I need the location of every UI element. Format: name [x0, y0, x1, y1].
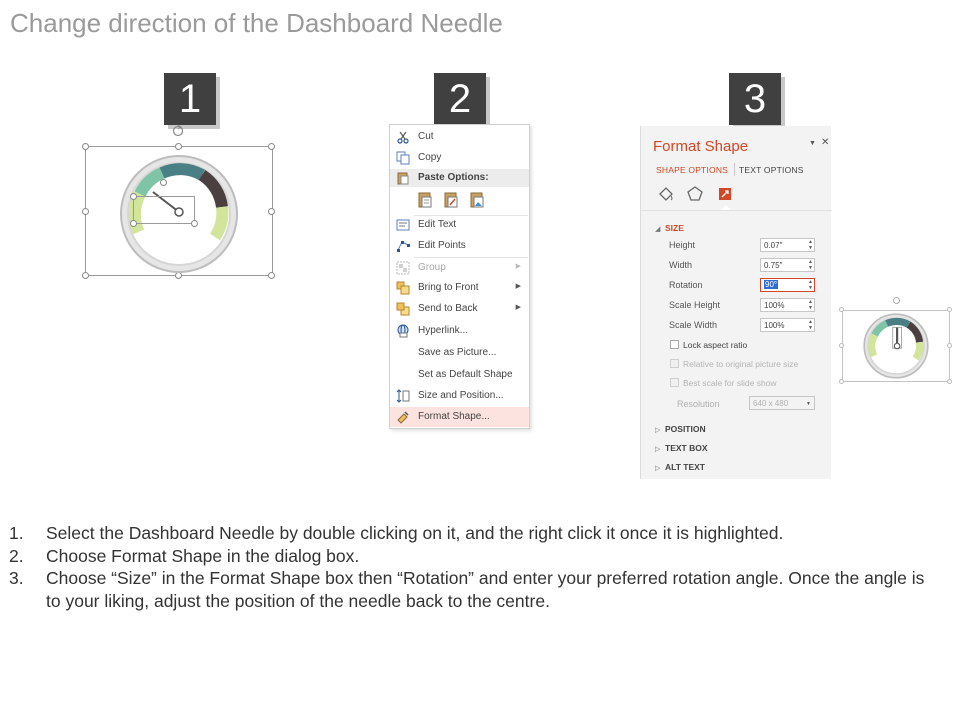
chevron-down-icon: ▼ [806, 401, 811, 407]
scale-height-value: 100% [764, 301, 785, 310]
format-shape-pane [640, 126, 831, 479]
pane-options-dropdown-icon[interactable]: ▼ [809, 140, 816, 147]
tab-separator [734, 163, 735, 176]
height-field[interactable] [760, 238, 815, 252]
scale-width-label: Scale Width [669, 320, 718, 330]
resize-handle[interactable] [839, 307, 844, 312]
height-label: Height [669, 240, 696, 250]
edit-points-icon [396, 239, 410, 253]
resize-handle[interactable] [82, 272, 89, 279]
slide-title: Change direction of the Dashboard Needle [10, 8, 503, 38]
resolution-label: Resolution [677, 399, 720, 409]
collapse-triangle-icon: ◢ [655, 226, 661, 233]
spinner-arrows-icon[interactable]: ▲ ▼ [808, 279, 813, 291]
resolution-value: 640 x 480 [753, 399, 789, 408]
rotation-label: Rotation [669, 280, 703, 290]
height-value: 0.07" [764, 241, 783, 250]
resize-handle[interactable] [947, 307, 952, 312]
scale-width-field[interactable] [760, 318, 815, 332]
paste-option-buttons [416, 191, 496, 211]
width-label: Width [669, 260, 693, 270]
menu-item-label: Edit Text [418, 219, 457, 230]
menu-item-label: Hyperlink... [418, 325, 469, 336]
resize-handle[interactable] [130, 193, 137, 200]
submenu-arrow-icon: ▶ [515, 263, 521, 270]
resolution-select[interactable] [749, 396, 815, 410]
menu-item-label: Edit Points [418, 240, 466, 251]
menu-item-label: Save as Picture... [418, 347, 497, 358]
expand-triangle-icon: ▷ [655, 465, 661, 472]
scale-height-field[interactable] [760, 298, 815, 312]
hyperlink-icon [396, 324, 410, 338]
rotation-field[interactable] [760, 278, 815, 292]
menu-item-edit-points[interactable] [390, 236, 529, 256]
paste-picture-icon[interactable] [468, 191, 486, 209]
lock-aspect-label: Lock aspect ratio [683, 340, 748, 350]
close-icon[interactable]: ✕ [821, 137, 830, 148]
bring-to-front-icon [396, 281, 410, 295]
instruction-item [9, 522, 929, 545]
instruction-number: 2. [9, 545, 24, 566]
section-position[interactable] [655, 424, 706, 434]
needle-selection-frame [133, 196, 195, 224]
size-properties-icon[interactable] [715, 184, 735, 204]
menu-item-save-as-picture[interactable] [390, 343, 529, 363]
lock-aspect-checkbox[interactable] [670, 340, 679, 349]
section-size[interactable] [655, 223, 684, 233]
tab-shape-options[interactable]: SHAPE OPTIONS [656, 165, 729, 175]
effects-icon[interactable] [685, 184, 705, 204]
menu-item-edit-text[interactable] [390, 215, 529, 235]
instruction-text: Choose “Size” in the Format Shape box then “Rotation” and enter your preferred rotation angle. Once the angle is to your liking, adjust the position of the needle back to the centre. [46, 568, 925, 611]
instruction-text: Select the Dashboard Needle by double clicking on it, and the right click it once it is highlighted. [46, 523, 784, 543]
expand-triangle-icon: ▷ [655, 427, 661, 434]
section-position-label: POSITION [665, 424, 706, 434]
paste-use-destination-icon[interactable] [442, 191, 460, 209]
spinner-arrows-icon[interactable]: ▲ ▼ [808, 259, 813, 271]
menu-item-label: Copy [418, 152, 442, 163]
resize-handle[interactable] [130, 220, 137, 227]
menu-item-group[interactable] [390, 258, 529, 278]
pane-divider [641, 210, 832, 211]
menu-item-label: Paste Options: [418, 172, 489, 183]
section-text-box-label: TEXT BOX [665, 443, 708, 453]
resize-handle[interactable] [191, 220, 198, 227]
resize-handle[interactable] [947, 343, 952, 348]
expand-triangle-icon: ▷ [655, 446, 661, 453]
best-scale-checkbox[interactable] [670, 378, 679, 387]
resize-handle[interactable] [82, 208, 89, 215]
width-value: 0.75" [764, 261, 783, 270]
resize-handle[interactable] [839, 343, 844, 348]
resize-handle[interactable] [268, 272, 275, 279]
paste-options-header [390, 169, 529, 187]
menu-item-label: Group [418, 262, 446, 273]
gauge-1-selection[interactable] [83, 124, 275, 280]
relative-original-label: Relative to original picture size [683, 359, 799, 369]
spinner-arrows-icon[interactable]: ▲ ▼ [808, 299, 813, 311]
menu-item-label: Size and Position... [418, 390, 504, 401]
paste-keep-source-icon[interactable] [416, 191, 434, 209]
menu-item-set-default-shape[interactable] [390, 365, 529, 385]
section-alt-text-label: ALT TEXT [665, 462, 705, 472]
resize-handle[interactable] [268, 208, 275, 215]
format-shape-icon [396, 410, 410, 424]
relative-original-checkbox[interactable] [670, 359, 679, 368]
instruction-item [9, 567, 929, 612]
menu-item-label: Format Shape... [418, 411, 490, 422]
instruction-number: 1. [9, 523, 24, 543]
resize-handle[interactable] [175, 143, 182, 150]
dashboard-gauge [862, 312, 930, 380]
gauge-3-selection[interactable] [838, 296, 954, 386]
send-to-back-icon [396, 302, 410, 316]
resize-handle[interactable] [839, 379, 844, 384]
menu-item-size-and-position[interactable] [390, 386, 529, 406]
menu-item-label: Set as Default Shape [418, 369, 513, 380]
resize-handle[interactable] [268, 143, 275, 150]
tab-text-options[interactable]: TEXT OPTIONS [739, 165, 804, 175]
submenu-arrow-icon: ▶ [515, 304, 521, 311]
rotate-handle-icon[interactable] [892, 296, 901, 305]
step-1-badge: 1 [164, 73, 216, 125]
menu-item-bring-to-front[interactable] [390, 278, 529, 298]
size-position-icon [396, 389, 410, 403]
section-size-label: SIZE [665, 223, 684, 233]
edit-text-icon [396, 218, 410, 232]
best-scale-label: Best scale for slide show [683, 378, 777, 388]
resize-handle[interactable] [160, 179, 167, 186]
copy-icon [396, 151, 410, 165]
menu-item-send-to-back[interactable] [390, 299, 529, 319]
scale-width-value: 100% [764, 321, 785, 330]
instructions-list [9, 522, 929, 612]
step-2-badge: 2 [434, 73, 486, 125]
section-alt-text[interactable] [655, 462, 705, 472]
menu-item-label: Bring to Front [418, 282, 479, 293]
resize-handle[interactable] [82, 143, 89, 150]
menu-item-cut[interactable] [390, 127, 529, 147]
width-field[interactable] [760, 258, 815, 272]
menu-item-label: Send to Back [418, 303, 478, 314]
cut-icon [396, 130, 410, 144]
resize-handle[interactable] [947, 379, 952, 384]
rotation-value: 90° [765, 280, 778, 289]
step-3-badge: 3 [729, 73, 781, 125]
menu-item-hyperlink[interactable] [390, 321, 529, 341]
instruction-text: Choose Format Shape in the dialog box. [46, 545, 360, 566]
spinner-arrows-icon[interactable]: ▲ ▼ [808, 319, 813, 331]
instruction-number: 3. [9, 568, 24, 588]
menu-item-copy[interactable] [390, 148, 529, 168]
paste-icon [396, 171, 410, 185]
menu-item-label: Cut [418, 131, 434, 142]
format-shape-title: Format Shape [653, 138, 749, 155]
scale-height-label: Scale Height [669, 300, 721, 310]
section-text-box[interactable] [655, 443, 708, 453]
context-menu [389, 124, 530, 429]
menu-item-format-shape[interactable] [390, 407, 529, 427]
spinner-arrows-icon[interactable]: ▲ ▼ [808, 239, 813, 251]
group-icon [396, 261, 410, 275]
instruction-item [9, 545, 929, 568]
fill-line-icon[interactable] [656, 184, 676, 204]
rotate-handle-icon[interactable] [171, 124, 185, 138]
submenu-arrow-icon: ▶ [515, 283, 521, 290]
